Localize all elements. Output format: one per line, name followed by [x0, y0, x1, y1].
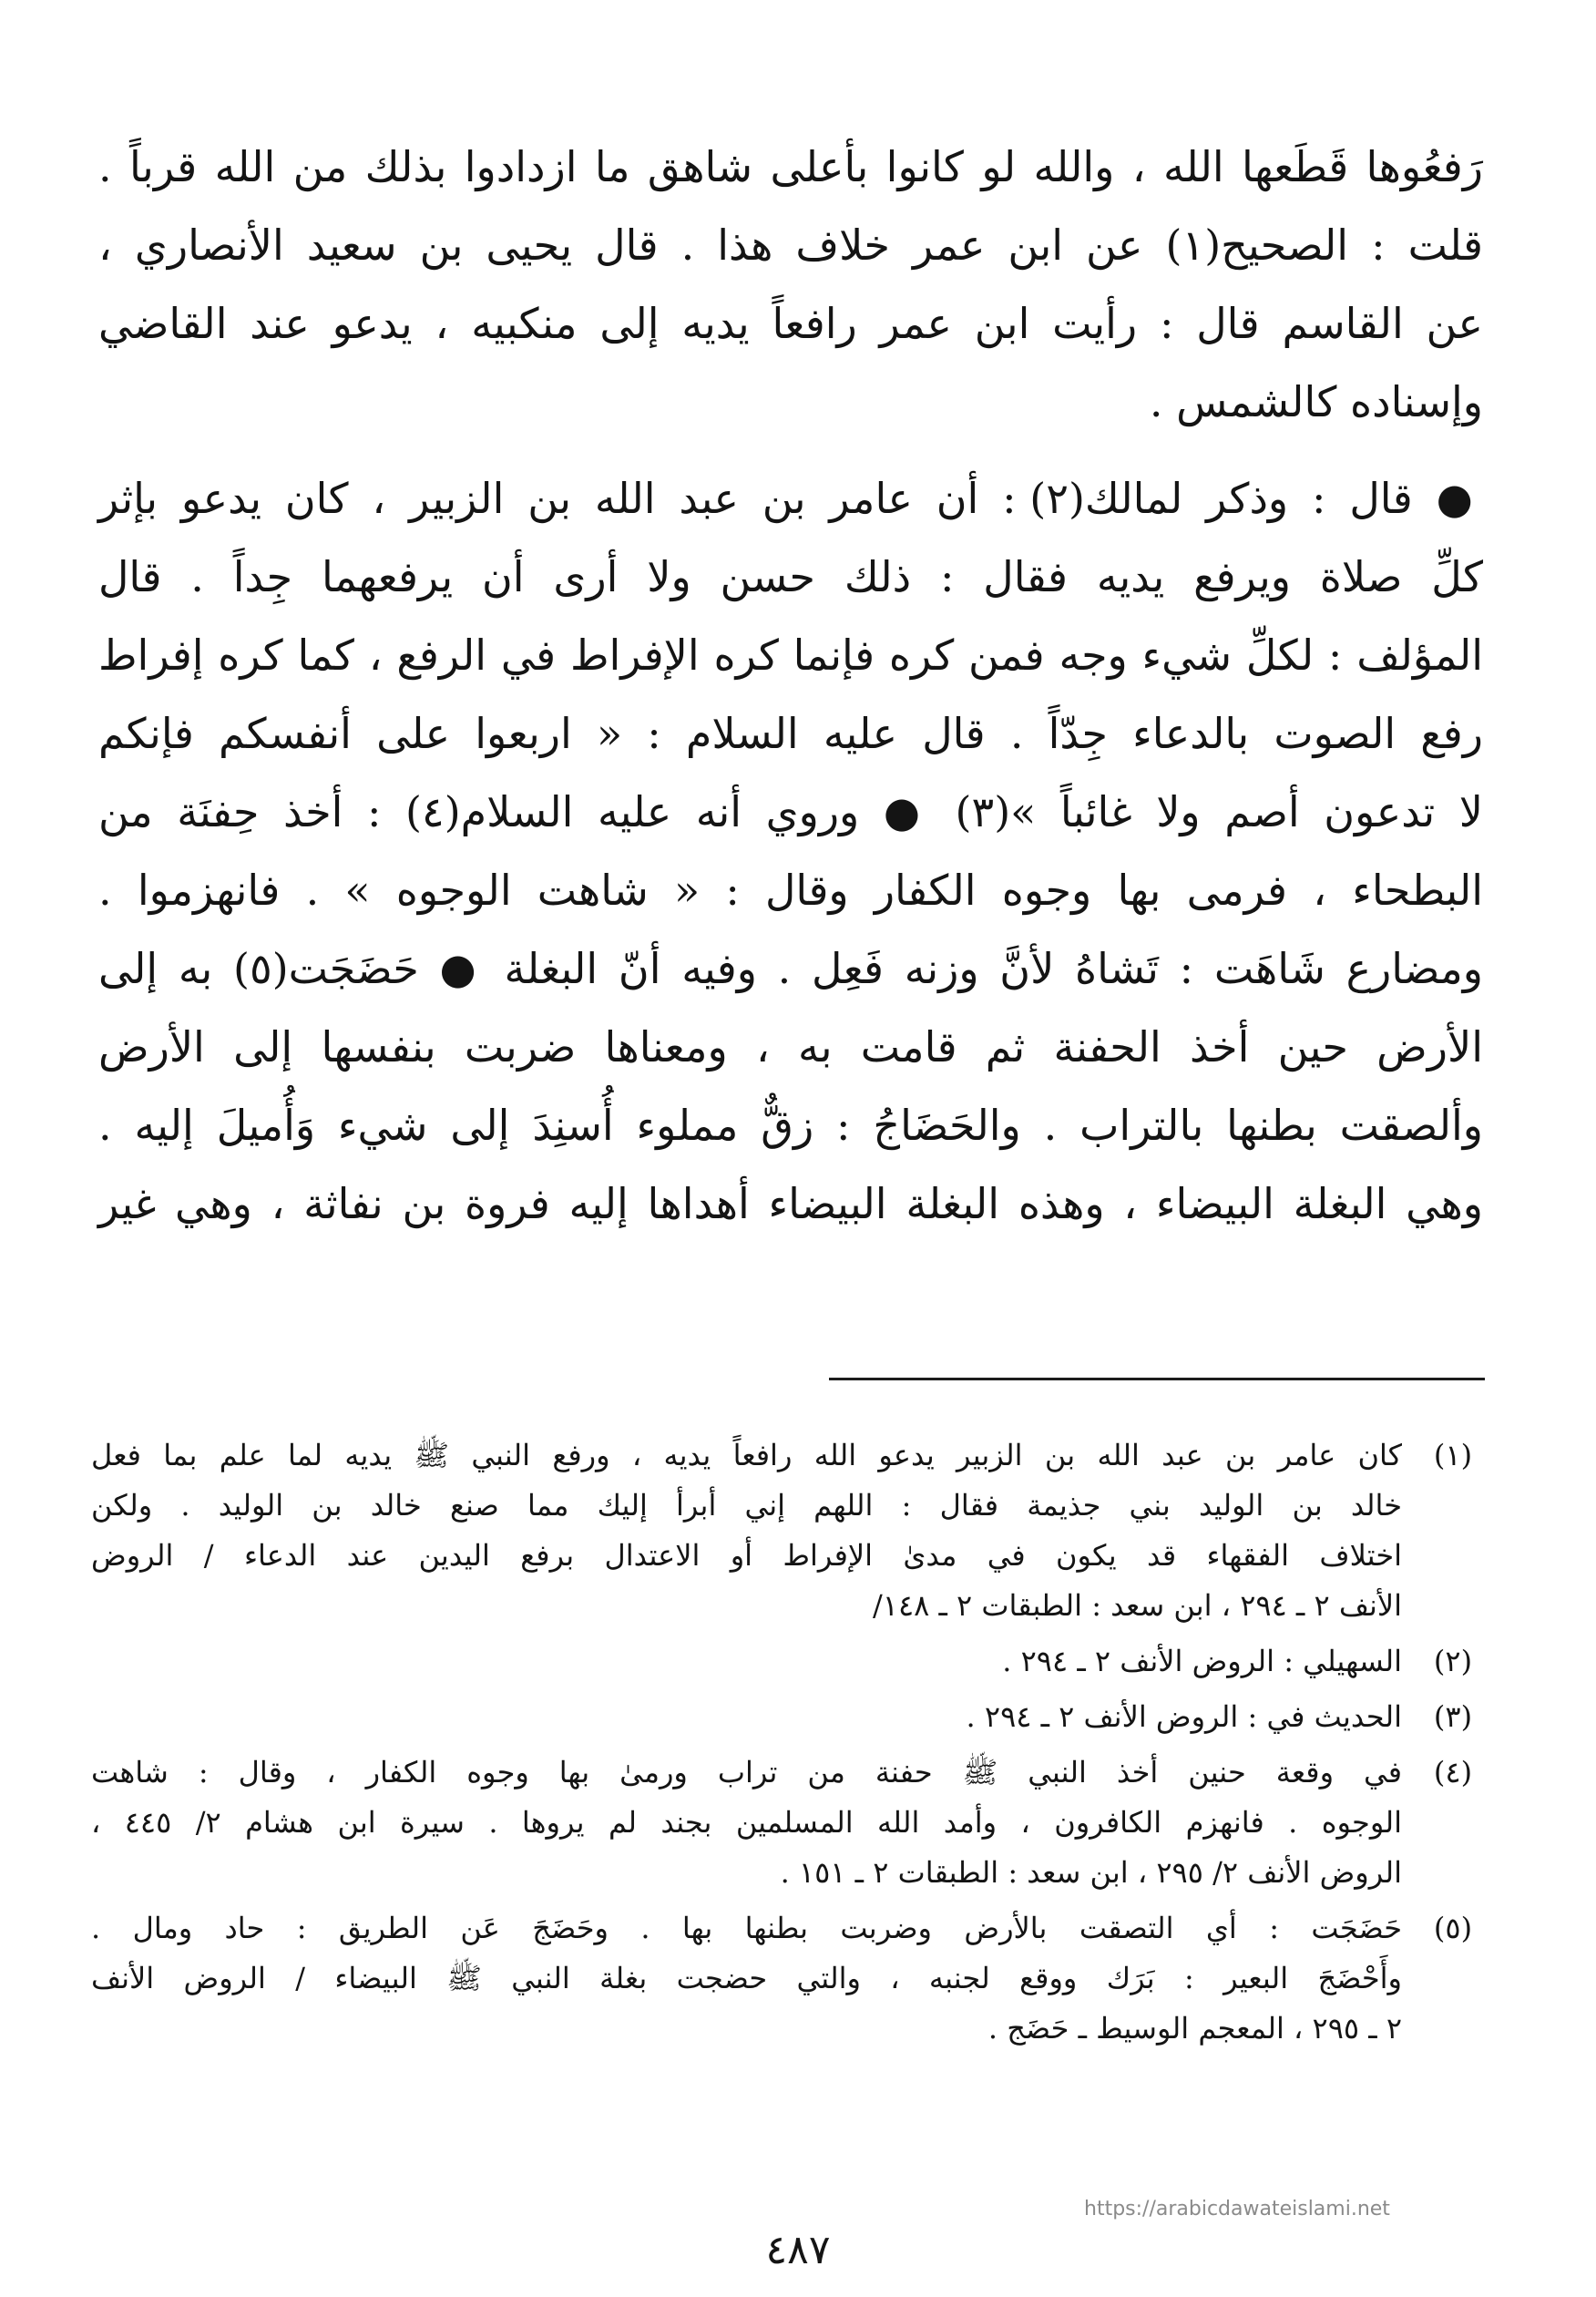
footnote-line: السهيلي : الروض الأنف ٢ ـ ٢٩٤ .: [1002, 1644, 1402, 1678]
text-line: ● قال : وذكر لمالك(٢) : أن عامر بن عبد الله بن الزبير ، كان يدعو بإثر: [98, 474, 1483, 523]
footnote-line: في وقعة حنين أخذ النبي ﷺ حفنة من تراب ورمىٰ بها وجوه الكفار ، وقال : شاهت: [91, 1755, 1402, 1789]
text-line: وألصقت بطنها بالتراب . والحَضَاجُ : زقٌّ مملوء أُسنِدَ إلى شيء وَأُميلَ إليه .: [98, 1101, 1483, 1150]
text-line: المؤلف : لكلِّ شيء وجه فمن كره فإنما كره الإفراط في الرفع ، كما كره إفراط: [98, 631, 1483, 680]
paragraph-1: [98, 128, 1483, 441]
footnote-line: كان عامر بن عبد الله بن الزبير يدعو الله رافعاً يديه ، ورفع النبي ﷺ يديه لما علم بما فعل: [91, 1438, 1402, 1472]
text-line: عن القاسم قال : رأيت ابن عمر رافعاً يديه إلى منكبيه ، يدعو عند القاضي: [98, 299, 1483, 348]
paragraph-spacer: [98, 441, 1483, 459]
footnotes: [91, 1430, 1489, 2059]
footnote-number: (٥): [1433, 1911, 1473, 1945]
text-line: البطحاء ، فرمى بها وجوه الكفار وقال : « شاهت الوجوه » . فانهزموا .: [98, 866, 1483, 915]
footnote-line: الوجوه . فانهزم الكافرون ، وأمد الله المسلمين بجند لم يروها . سيرة ابن هشام ٢/ ٤٤٥ ،: [91, 1805, 1403, 1840]
footnote-2: [91, 1636, 1489, 1687]
text-line: الأرض حين أخذ الحفنة ثم قامت به ، ومعناها ضربت بنفسها إلى الأرض: [98, 1022, 1483, 1072]
footnote-number: (٢): [1433, 1644, 1473, 1678]
footnote-5: [91, 1903, 1489, 2054]
footnote-number: (٣): [1433, 1699, 1473, 1734]
paragraph-2: [98, 459, 1483, 1243]
footnote-line: ٢ ـ ٢٩٥ ، المعجم الوسيط ـ حَضَج .: [987, 2011, 1402, 2046]
footnote-line: الأنف ٢ ـ ٢٩٤ ، ابن سعد : الطبقات ٢ ـ ١٤٨/: [872, 1588, 1402, 1623]
text-line: لا تدعون أصم ولا غائباً »(٣) ● وروي أنه عليه السلام(٤) : أخذ حِفنَة من: [98, 787, 1483, 836]
text-line: ومضارع شَاهَت : تَشاهُ لأنَّ وزنه فَعِل . وفيه أنّ البغلة ● حَضَجَت(٥) به إلى: [98, 944, 1483, 993]
footnote-line: وأَحْضَجَ البعير : بَرَك ووقع لجنبه ، والتي حضجت بغلة النبي ﷺ البيضاء / الروض الأنف: [91, 1961, 1402, 1995]
footnote-1: [91, 1430, 1489, 1631]
footnote-3: [91, 1692, 1489, 1742]
footnote-number: (٤): [1433, 1755, 1473, 1789]
text-line: رفع الصوت بالدعاء جِدّاً . قال عليه السلام : « اربعوا على أنفسكم فإنكم: [98, 709, 1483, 758]
footnote-line: خالد بن الوليد بني جذيمة فقال : اللهم إني أبرأ إليك مما صنع خالد بن الوليد . ولكن: [91, 1488, 1402, 1523]
footnote-line: حَضَجَت : أي التصقت بالأرض وضربت بطنها بها . وحَضَجَ عَن الطريق : حاد ومال .: [91, 1911, 1402, 1945]
text-line: وإسناده كالشمس .: [1149, 377, 1483, 426]
text-line: قلت : الصحيح(١) عن ابن عمر خلاف هذا . قال يحيى بن سعيد الأنصاري ،: [98, 220, 1483, 270]
footnote-line: الروض الأنف ٢/ ٢٩٥ ، ابن سعد : الطبقات ٢ ـ ١٥١ .: [780, 1855, 1402, 1890]
footnote-separator: [829, 1378, 1485, 1380]
main-text: [98, 128, 1483, 1243]
text-line: وهي البغلة البيضاء ، وهذه البغلة البيضاء أهداها إليه فروة بن نفاثة ، وهي غير: [98, 1179, 1483, 1228]
footnote-line: اختلاف الفقهاء قد يكون في مدىٰ الإفراط أو الاعتدال برفع اليدين عند الدعاء / الروض: [91, 1538, 1402, 1573]
footnote-4: [91, 1748, 1489, 1898]
page-number: ٤٨٧: [765, 2227, 831, 2273]
watermark-url: https://arabicdawateislami.net: [1084, 2198, 1390, 2220]
text-line: كلِّ صلاة ويرفع يديه فقال : ذلك حسن ولا أرى أن يرفعهما جِداً . قال: [98, 552, 1483, 601]
footnote-number: (١): [1433, 1438, 1473, 1472]
footnote-line: الحديث في : الروض الأنف ٢ ـ ٢٩٤ .: [966, 1699, 1402, 1734]
text-line: رَفعُوها قَطَعها الله ، والله لو كانوا بأعلى شاهق ما ازدادوا بذلك من الله قرباً .: [98, 142, 1483, 191]
